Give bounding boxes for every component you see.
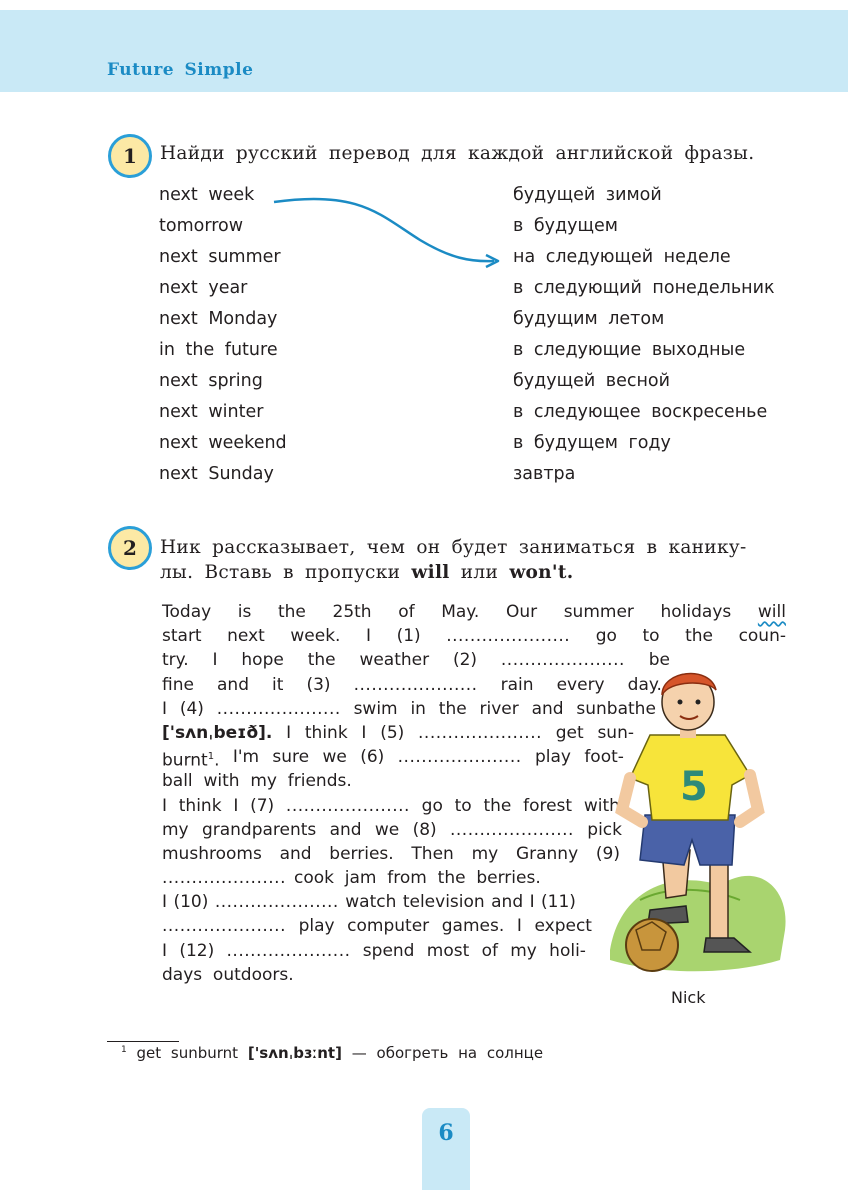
english-phrase: next weekend: [159, 433, 287, 453]
answer-blank-1[interactable]: .....................: [446, 626, 571, 647]
phonetic-sunbathe: ['sʌnˌbeɪð].: [162, 722, 273, 743]
story-line: I (10) ..................... watch television and I (11): [162, 890, 576, 914]
russian-phrase: завтра: [513, 464, 576, 484]
answer-blank-5[interactable]: .....................: [418, 722, 543, 743]
story-line: my grandparents and we (8) ..................... pick: [162, 818, 622, 842]
footnote-marker: 1: [121, 1045, 127, 1055]
answer-blank-10[interactable]: .....................: [214, 892, 339, 913]
answer-blank-12[interactable]: .....................: [226, 940, 351, 961]
russian-phrase: будущим летом: [513, 309, 665, 329]
answer-blank-11[interactable]: .....................: [162, 916, 286, 937]
keyword-wont: won't.: [509, 562, 574, 583]
page-number: 6: [438, 1120, 454, 1146]
instruction-text: лы. Вставь в пропуски: [160, 562, 401, 583]
nick-illustration: [600, 660, 790, 980]
example-answer-will: will: [757, 602, 786, 622]
story-line: I (4) ..................... swim in the river and sunbathe: [162, 697, 656, 721]
instruction-or: или: [460, 562, 499, 583]
story-line: Today is the 25th of May. Our summer holidays will: [162, 600, 786, 624]
russian-phrase: на следующей неделе: [513, 247, 731, 267]
page-number-tab: [422, 1108, 470, 1190]
story-line: I (12) ..................... spend most of my holi-: [162, 939, 586, 963]
english-phrase: next spring: [159, 371, 263, 391]
shirt-number: 5: [680, 764, 708, 810]
russian-phrase: в следующее воскресенье: [513, 402, 768, 422]
russian-phrase: в будущем году: [513, 433, 671, 453]
story-line: burnt$^1$. I'm sure we (6) ..................... play foot-: [162, 747, 624, 771]
story-line: ..................... cook jam from the berries.: [162, 866, 786, 890]
section-title: Future Simple: [107, 60, 254, 80]
english-phrase: next Monday: [159, 309, 278, 329]
story-line: start next week. I (1) ..................... go to the coun-: [162, 624, 786, 648]
english-phrase: next week: [159, 185, 255, 205]
russian-phrase: в следующий понедельник: [513, 278, 775, 298]
answer-blank-2[interactable]: .....................: [500, 650, 625, 671]
russian-phrase: будущей зимой: [513, 185, 662, 205]
story-line: ..................... play computer games. I expect: [162, 914, 592, 938]
story-line: mushrooms and berries. Then my Granny (9): [162, 843, 620, 864]
russian-phrase: в следующие выходные: [513, 340, 746, 360]
footnote-ref: 1: [207, 751, 215, 763]
russian-phrase: будущей весной: [513, 371, 671, 391]
answer-blank-8[interactable]: .....................: [449, 819, 574, 840]
footnote-term: get sunburnt: [136, 1044, 239, 1062]
answer-blank-6[interactable]: .....................: [397, 747, 522, 768]
footnote-phonetic: ['sʌnˌbɜːnt]: [247, 1044, 342, 1062]
russian-phrase: в будущем: [513, 216, 618, 236]
answer-blank-3[interactable]: .....................: [353, 674, 478, 695]
answer-blank-7[interactable]: .....................: [285, 795, 410, 816]
english-phrase: next summer: [159, 247, 281, 267]
english-phrase: tomorrow: [159, 216, 244, 236]
story-line: fine and it (3) ..................... rain every day.: [162, 673, 662, 697]
story-line: ball with my friends.: [162, 771, 352, 792]
keyword-will: will: [411, 562, 450, 583]
footnote-translation: — обогреть на солнце: [351, 1044, 544, 1062]
exercise-2-instruction-line-1: Ник рассказывает, чем он будет заниматься в канику-: [160, 537, 747, 558]
footnote-divider: [107, 1041, 179, 1042]
english-phrase: next winter: [159, 402, 264, 422]
story-line: days outdoors.: [162, 964, 294, 985]
story-line: try. I hope the weather (2) ..................... be: [162, 648, 670, 672]
english-phrase: next Sunday: [159, 464, 274, 484]
exercise-2-instruction-line-2: [160, 562, 573, 583]
exercise-2-number: 2: [108, 526, 152, 570]
answer-blank-9[interactable]: .....................: [162, 868, 286, 889]
exercise-1-instruction: Найди русский перевод для каждой английской фразы.: [160, 143, 755, 164]
nick-caption: Nick: [671, 988, 706, 1007]
english-phrase: in the future: [159, 340, 278, 360]
story-line: ['sʌnˌbeɪð]. I think I (5) ..................... get sun-: [162, 721, 634, 745]
english-phrase: next year: [159, 278, 248, 298]
footnote: [121, 1044, 543, 1062]
answer-blank-4[interactable]: .....................: [216, 698, 341, 719]
exercise-1-number: 1: [108, 134, 152, 178]
story-line: I think I (7) ..................... go to the forest with: [162, 794, 620, 818]
